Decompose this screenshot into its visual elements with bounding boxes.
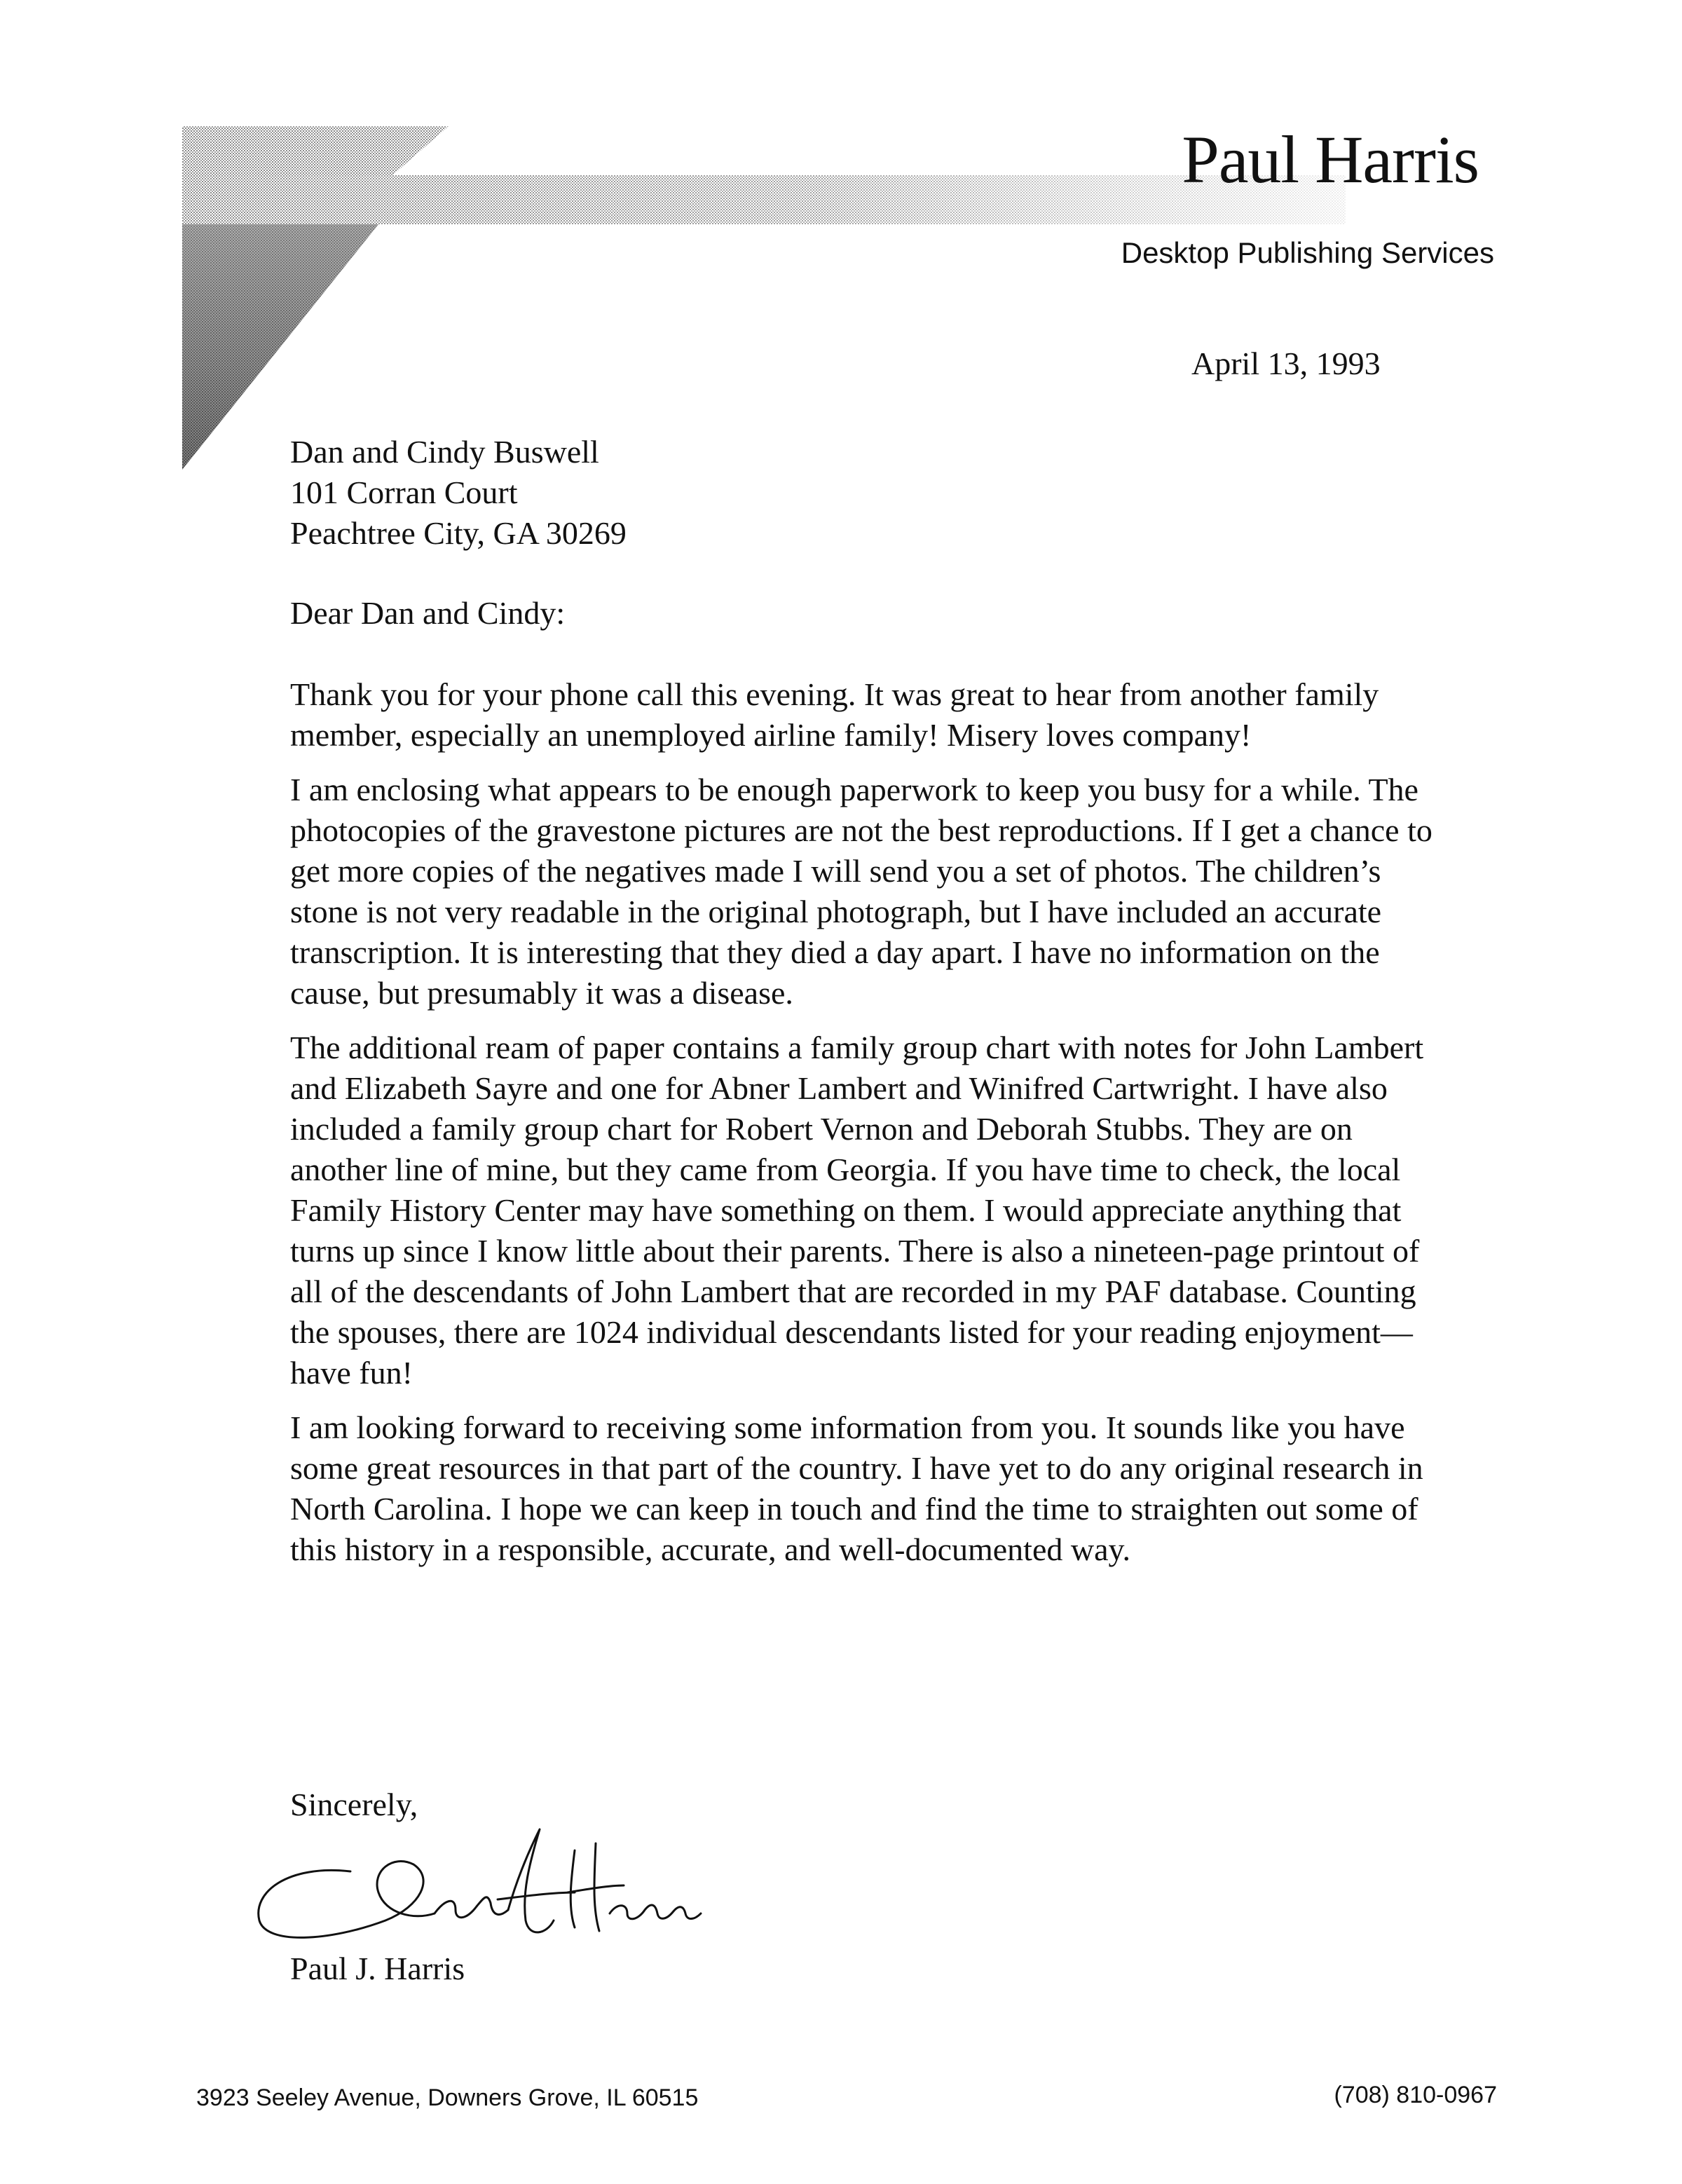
letter-date: April 13, 1993 — [1191, 346, 1381, 381]
recipient-city: Peachtree City, GA 30269 — [290, 515, 627, 551]
recipient-street: 101 Corran Court — [290, 475, 518, 510]
paragraph: Thank you for your phone call this evening. It was great to hear from another family member, especially an unemployed airline family! Misery loves company! — [290, 676, 1379, 753]
handwritten-signature — [245, 1815, 708, 1956]
salutation: Dear Dan and Cindy: — [290, 595, 566, 631]
paragraph: The additional ream of paper contains a family group chart with notes for John Lambert and Elizabeth Sayre and one for Abner Lambert and Winifred Cartwright. I have also included a family group chart for Robert Vernon and Deborah Stubbs. They are on another line of mine, but they came from Georgia. If you have time to check, the local Family History Center may have something on them. I would appreciate anything that turns up since I know little about their parents. There is also a nineteen-page printout of all of the descendants of John Lambert that are recorded in my PAF database. Counting the spouses, there are 1024 individual descendants listed for your reading enjoyment—have fun! — [290, 1030, 1424, 1391]
footer-phone: (708) 810-0967 — [1334, 2082, 1497, 2108]
letterhead-tagline: Desktop Publishing Services — [1121, 236, 1494, 269]
recipient-address — [290, 432, 1440, 554]
logo-slant-block — [259, 126, 449, 175]
signer-name: Paul J. Harris — [290, 1951, 465, 1986]
paragraph: I am enclosing what appears to be enough paperwork to keep you busy for a while. The photocopies of the gravestone pictures are not the best reproductions. If I get a chance to get more copies of the negatives made I will send you a set of photos. The children’s stone is not very readable in the original photograph, but I have included an accurate transcription. It is interesting that they died a day apart. I have no information on the cause, but presumably it was a disease. — [290, 772, 1433, 1011]
paragraph: I am looking forward to receiving some information from you. It sounds like you have some great resources in that part of the country. I have yet to do any original research in North Carolina. I hope we can keep in touch and find the time to straighten out some of this history in a responsible, accurate, and well-documented way. — [290, 1410, 1423, 1567]
logo-top-block — [182, 126, 259, 175]
closing: Sincerely, — [290, 1787, 418, 1822]
letterhead-name: Paul Harris — [1182, 122, 1479, 197]
footer-address: 3923 Seeley Avenue, Downers Grove, IL 60515 — [196, 2084, 699, 2111]
recipient-name: Dan and Cindy Buswell — [290, 434, 599, 470]
letter-body — [290, 674, 1440, 1584]
